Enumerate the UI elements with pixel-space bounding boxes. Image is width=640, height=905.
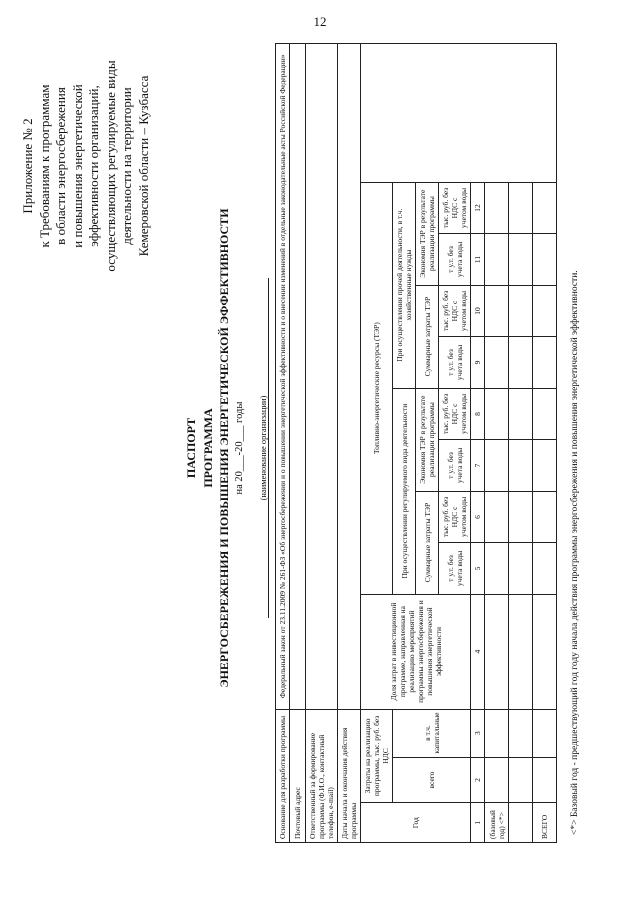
data-cell bbox=[533, 337, 557, 388]
data-cell bbox=[485, 388, 509, 440]
page-number: 12 bbox=[313, 14, 327, 29]
column-number: 1 bbox=[471, 803, 485, 843]
passport-title: ПАСПОРТ bbox=[184, 417, 198, 479]
ter-header: Топливно-энергетические ресурсы (ТЭР) bbox=[361, 182, 393, 594]
data-cell bbox=[533, 543, 557, 594]
unit-tut-header: т у.т. без учета воды bbox=[439, 234, 471, 285]
column-number: 5 bbox=[471, 543, 485, 594]
data-cell bbox=[533, 757, 557, 803]
data-cell bbox=[485, 234, 509, 285]
unit-tut-header: т у.т. без учета воды bbox=[439, 440, 471, 491]
column-number: 8 bbox=[471, 388, 485, 440]
data-cell bbox=[533, 182, 557, 234]
regulated-total-costs-header: Суммарные затраты ТЭР bbox=[416, 491, 439, 594]
year-header: Год bbox=[361, 803, 471, 843]
data-cell bbox=[509, 234, 533, 285]
regulated-activity-header: При осуществлении регулируемого вида деятельности bbox=[393, 388, 416, 594]
appendix-line: к Требованиям к программам bbox=[36, 84, 52, 248]
appendix-line: осуществляющих регулируемые виды bbox=[102, 60, 118, 272]
column-number: 4 bbox=[471, 594, 485, 709]
rotated-page-content bbox=[20, 13, 620, 883]
responsible-value bbox=[306, 44, 338, 710]
data-cell bbox=[533, 491, 557, 543]
capital-column-header: в т.ч. капитальные bbox=[393, 709, 471, 757]
column-number: 11 bbox=[471, 234, 485, 285]
organization-caption: (наименование организации) bbox=[258, 278, 269, 618]
data-cell bbox=[485, 594, 509, 709]
data-cell bbox=[533, 709, 557, 757]
data-cell bbox=[485, 491, 509, 543]
data-cell bbox=[485, 757, 509, 803]
data-cell bbox=[485, 709, 509, 757]
footnote: <*> Базовый год - предшествующий год году начала действия программы энергосбережения и повышения энергетической эффективности. bbox=[570, 270, 580, 835]
column-number: 9 bbox=[471, 337, 485, 388]
column-number: 2 bbox=[471, 757, 485, 803]
column-number: 10 bbox=[471, 285, 485, 337]
data-cell bbox=[509, 491, 533, 543]
data-cell bbox=[533, 594, 557, 709]
appendix-line: в области энергосбережения bbox=[53, 87, 68, 245]
data-cell bbox=[509, 594, 533, 709]
data-cell bbox=[509, 709, 533, 757]
appendix-block bbox=[20, 21, 152, 311]
data-cell bbox=[485, 337, 509, 388]
column-number: 3 bbox=[471, 709, 485, 757]
postal-address-value bbox=[290, 44, 306, 710]
unit-rub-header: тыс. руб. без НДС с учетом воды bbox=[439, 285, 471, 337]
data-cell bbox=[509, 543, 533, 594]
table-header-row bbox=[361, 44, 393, 843]
appendix-line: Кемеровской области – Кузбасса bbox=[135, 75, 151, 257]
column-number: 6 bbox=[471, 491, 485, 543]
program-subtitle: ЭНЕРГОСБЕРЕЖЕНИЯ И ПОВЫШЕНИЯ ЭНЕРГЕТИЧЕСКОЙ ЭФФЕКТИВНОСТИ bbox=[217, 208, 231, 688]
organization-field bbox=[258, 13, 269, 883]
total-column-header: всего bbox=[393, 757, 471, 803]
investment-share-header: Доля затрат в инвестиционной программе, направленная на реализацию мероприятий программы энергосбережения и повышения энергетической эффективности bbox=[361, 594, 471, 709]
data-cell bbox=[509, 388, 533, 440]
column-number: 7 bbox=[471, 440, 485, 491]
program-dates-label: Даты начала и окончания действия программы bbox=[338, 709, 361, 842]
unit-tut-header: т у.т. без учета воды bbox=[439, 543, 471, 594]
title-block bbox=[184, 13, 245, 883]
appendix-line: и повышения энергетической bbox=[69, 84, 85, 248]
data-cell bbox=[485, 543, 509, 594]
data-cell bbox=[533, 234, 557, 285]
data-cell bbox=[533, 388, 557, 440]
postal-address-label: Почтовый адрес bbox=[290, 709, 306, 842]
unit-rub-header: тыс. руб. без НДС с учетом воды bbox=[439, 182, 471, 234]
other-total-costs-header: Суммарные затраты ТЭР bbox=[416, 285, 439, 388]
program-title: ПРОГРАММА bbox=[201, 408, 215, 488]
unit-rub-header: тыс. руб. без НДС с учетом воды bbox=[439, 388, 471, 440]
base-year-cell: (базовый год) <*> bbox=[485, 803, 509, 843]
data-cell bbox=[509, 182, 533, 234]
total-row-label: ВСЕГО bbox=[533, 803, 557, 843]
data-cell bbox=[533, 440, 557, 491]
table-row bbox=[290, 44, 306, 843]
costs-header: Затраты на реализацию программы, тыс. руб. без НДС bbox=[361, 709, 393, 803]
year-cell bbox=[509, 803, 533, 843]
responsible-label: Ответственный за формирование программы (Ф.И.О., контактный телефон, e-mail) bbox=[306, 709, 338, 842]
data-cell bbox=[509, 440, 533, 491]
appendix-line: деятельности на территории bbox=[119, 87, 134, 245]
unit-tut-header: т у.т. без учета воды bbox=[439, 337, 471, 388]
regulated-savings-header: Экономия ТЭР в результате реализации программы bbox=[416, 388, 439, 491]
data-cell bbox=[533, 285, 557, 337]
right-margin-cell bbox=[361, 44, 557, 183]
data-cell bbox=[509, 285, 533, 337]
data-cell bbox=[509, 337, 533, 388]
data-cell bbox=[485, 285, 509, 337]
table-row bbox=[276, 44, 290, 843]
data-cell bbox=[485, 182, 509, 234]
other-savings-header: Экономия ТЭР в результате реализации программы bbox=[416, 182, 439, 285]
appendix-line: эффективности организаций, bbox=[86, 85, 101, 247]
program-dates-value bbox=[338, 44, 361, 710]
data-cell bbox=[485, 440, 509, 491]
unit-rub-header: тыс. руб. без НДС с учетом воды bbox=[439, 491, 471, 543]
data-cell bbox=[509, 757, 533, 803]
basis-label: Основание для разработки программы bbox=[276, 709, 290, 842]
other-activity-header: При осуществлении прочей деятельности, в т.ч. хозяйственные нужды bbox=[393, 182, 416, 388]
basis-value: Федеральный закон от 23.11.2009 № 261-ФЗ «Об энергосбережении и о повышении энергетической эффективности и о внесении изменений в отдельные законодательные акты Российской Федерации» bbox=[276, 44, 290, 710]
column-number: 12 bbox=[471, 182, 485, 234]
program-period: на 20___-20___ годы bbox=[234, 401, 245, 495]
appendix-line: Приложение № 2 bbox=[20, 118, 35, 214]
passport-table bbox=[275, 43, 557, 843]
table-row bbox=[338, 44, 361, 843]
table-row bbox=[306, 44, 338, 843]
